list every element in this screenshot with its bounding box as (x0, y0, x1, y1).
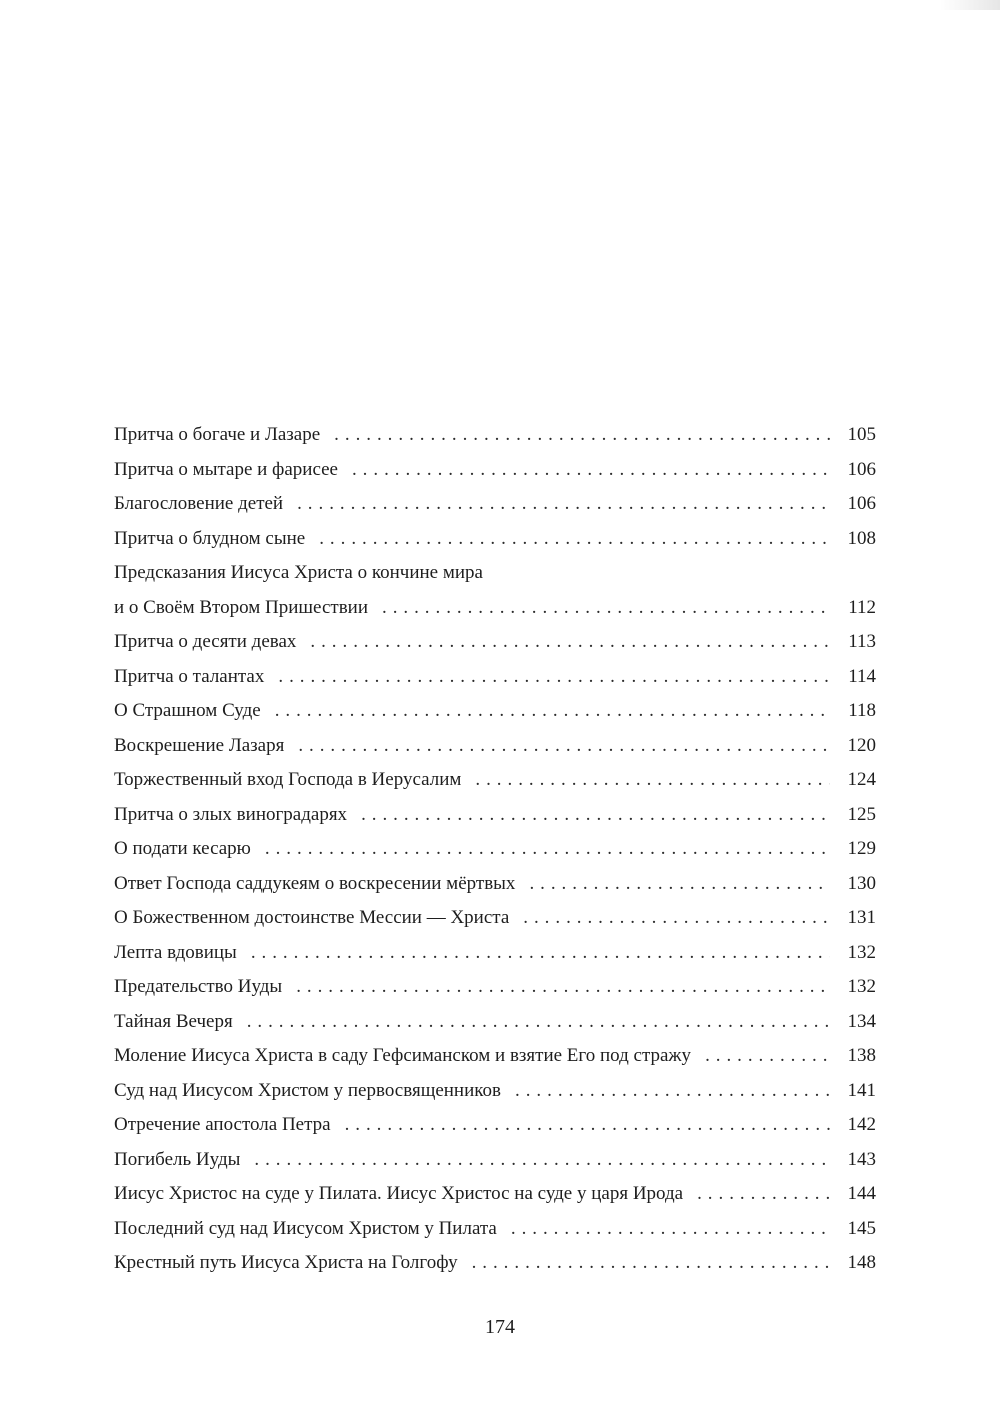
toc-entry-title: О Страшном Суде (114, 700, 261, 721)
toc-entry-title: Воскрешение Лазаря (114, 734, 285, 756)
toc-entry-title: Притча о мытаре и фарисее (114, 458, 338, 480)
dot-leader (296, 970, 830, 1005)
dot-leader (319, 522, 830, 557)
toc-entry-page: 124 (847, 769, 876, 790)
toc-entry (114, 832, 876, 867)
toc-entry (114, 798, 876, 833)
toc-entry (114, 556, 876, 625)
toc-entry-title: Отречение апостола Петра (114, 1114, 331, 1135)
toc-entry (114, 729, 876, 764)
dot-leader (529, 867, 830, 902)
toc-entry-page: 142 (847, 1114, 876, 1135)
dot-leader (310, 625, 830, 660)
dot-leader (278, 660, 830, 695)
dot-leader (334, 418, 830, 453)
toc-entry-title: Притча о талантах (114, 665, 265, 687)
toc-entry (114, 936, 876, 971)
toc-entry (114, 660, 876, 695)
toc-entry (114, 763, 876, 798)
toc-entry (114, 522, 876, 557)
toc-entry-page: 143 (847, 1148, 876, 1170)
toc-entry-title: Торжественный вход Господа в Иерусалим (114, 769, 462, 790)
toc-entry-title: Крестный путь Иисуса Христа на Голгофу (114, 1252, 458, 1273)
toc-entry (114, 1212, 876, 1247)
toc-entry-page: 141 (847, 1079, 876, 1101)
toc-entry-page: 144 (847, 1183, 876, 1204)
toc-entry (114, 1143, 876, 1178)
toc-entry-title: Благословение детей (114, 493, 284, 514)
toc-entry (114, 1005, 876, 1040)
toc-entry-title: Предательство Иуды (114, 976, 283, 997)
toc-entry-page: 113 (848, 631, 876, 652)
toc-entry-title: О подати кесарю (114, 838, 251, 859)
dot-leader (265, 832, 830, 867)
toc-entry-title-line1: Предсказания Иисуса Христа о кончине мира (114, 562, 483, 583)
dot-leader (251, 936, 830, 971)
toc-entry-title: Моление Иисуса Христа в саду Гефсиманском и взятие Его под стражу (114, 1045, 692, 1066)
toc-entry-page: 131 (847, 907, 876, 928)
toc-entry-page: 130 (847, 872, 876, 894)
toc-entry (114, 901, 876, 936)
dot-leader (697, 1177, 830, 1212)
dot-leader (523, 901, 830, 936)
toc-entry-page: 132 (847, 976, 876, 997)
toc-entry-title: Притча о блудном сыне (114, 527, 306, 549)
toc-entry (114, 1074, 876, 1109)
page-number: 174 (485, 1316, 515, 1338)
dot-leader (515, 1074, 830, 1109)
toc-entry-page: 148 (847, 1252, 876, 1273)
toc-entry-title: Погибель Иуды (114, 1148, 241, 1170)
dot-leader (472, 1246, 830, 1281)
toc-entry-title: Притча о десяти девах (114, 631, 297, 652)
toc-entry-page: 108 (847, 527, 876, 549)
toc-entry-page: 120 (847, 734, 876, 756)
toc-entry-page: 145 (847, 1217, 876, 1239)
toc-entry (114, 970, 876, 1005)
toc-entry-page: 125 (847, 803, 876, 825)
dot-leader (297, 487, 830, 522)
dot-leader (345, 1108, 830, 1143)
dot-leader (275, 694, 830, 729)
toc-entry-title: Ответ Господа саддукеям о воскресении мёртвых (114, 872, 516, 894)
toc-entry-title: Последний суд над Иисусом Христом у Пилата (114, 1217, 497, 1239)
dot-leader (475, 763, 830, 798)
toc-entry-page: 114 (848, 665, 876, 687)
toc-entry (114, 1039, 876, 1074)
dot-leader (705, 1039, 830, 1074)
toc-entry-page: 106 (847, 458, 876, 480)
dot-leader (361, 798, 830, 833)
toc-entry (114, 1177, 876, 1212)
toc-entry-page: 118 (848, 700, 876, 721)
dot-leader (298, 729, 830, 764)
toc-entry-title: Иисус Христос на суде у Пилата. Иисус Христос на суде у царя Ирода (114, 1183, 684, 1204)
table-of-contents (114, 418, 876, 1281)
dot-leader (382, 591, 830, 626)
toc-entry-title: О Божественном достоинстве Мессии — Христа (114, 907, 510, 928)
toc-entry (114, 453, 876, 488)
toc-entry (114, 1246, 876, 1281)
toc-entry (114, 1108, 876, 1143)
dot-leader (247, 1005, 830, 1040)
toc-entry-title: Лепта вдовицы (114, 941, 237, 963)
toc-entry (114, 625, 876, 660)
toc-entry-page: 138 (847, 1045, 876, 1066)
dot-leader (352, 453, 830, 488)
toc-entry-title: Притча о богаче и Лазаре (114, 424, 321, 445)
toc-entry-title: Тайная Вечеря (114, 1010, 233, 1032)
toc-entry-title: Притча о злых виноградарях (114, 803, 348, 825)
toc-entry-page: 105 (847, 424, 876, 445)
dot-leader (254, 1143, 830, 1178)
toc-entry-page: 132 (847, 941, 876, 963)
toc-entry-page: 112 (848, 596, 876, 618)
toc-entry-page: 134 (847, 1010, 876, 1032)
toc-entry-title: и о Своём Втором Пришествии (114, 596, 368, 618)
toc-entry (114, 487, 876, 522)
toc-entry (114, 418, 876, 453)
toc-entry-page: 106 (847, 493, 876, 514)
toc-entry-title: Суд над Иисусом Христом у первосвященников (114, 1079, 502, 1101)
page-corner-shadow (940, 0, 1000, 10)
dot-leader (511, 1212, 830, 1247)
toc-entry-page: 129 (847, 838, 876, 859)
toc-entry (114, 867, 876, 902)
toc-entry (114, 694, 876, 729)
